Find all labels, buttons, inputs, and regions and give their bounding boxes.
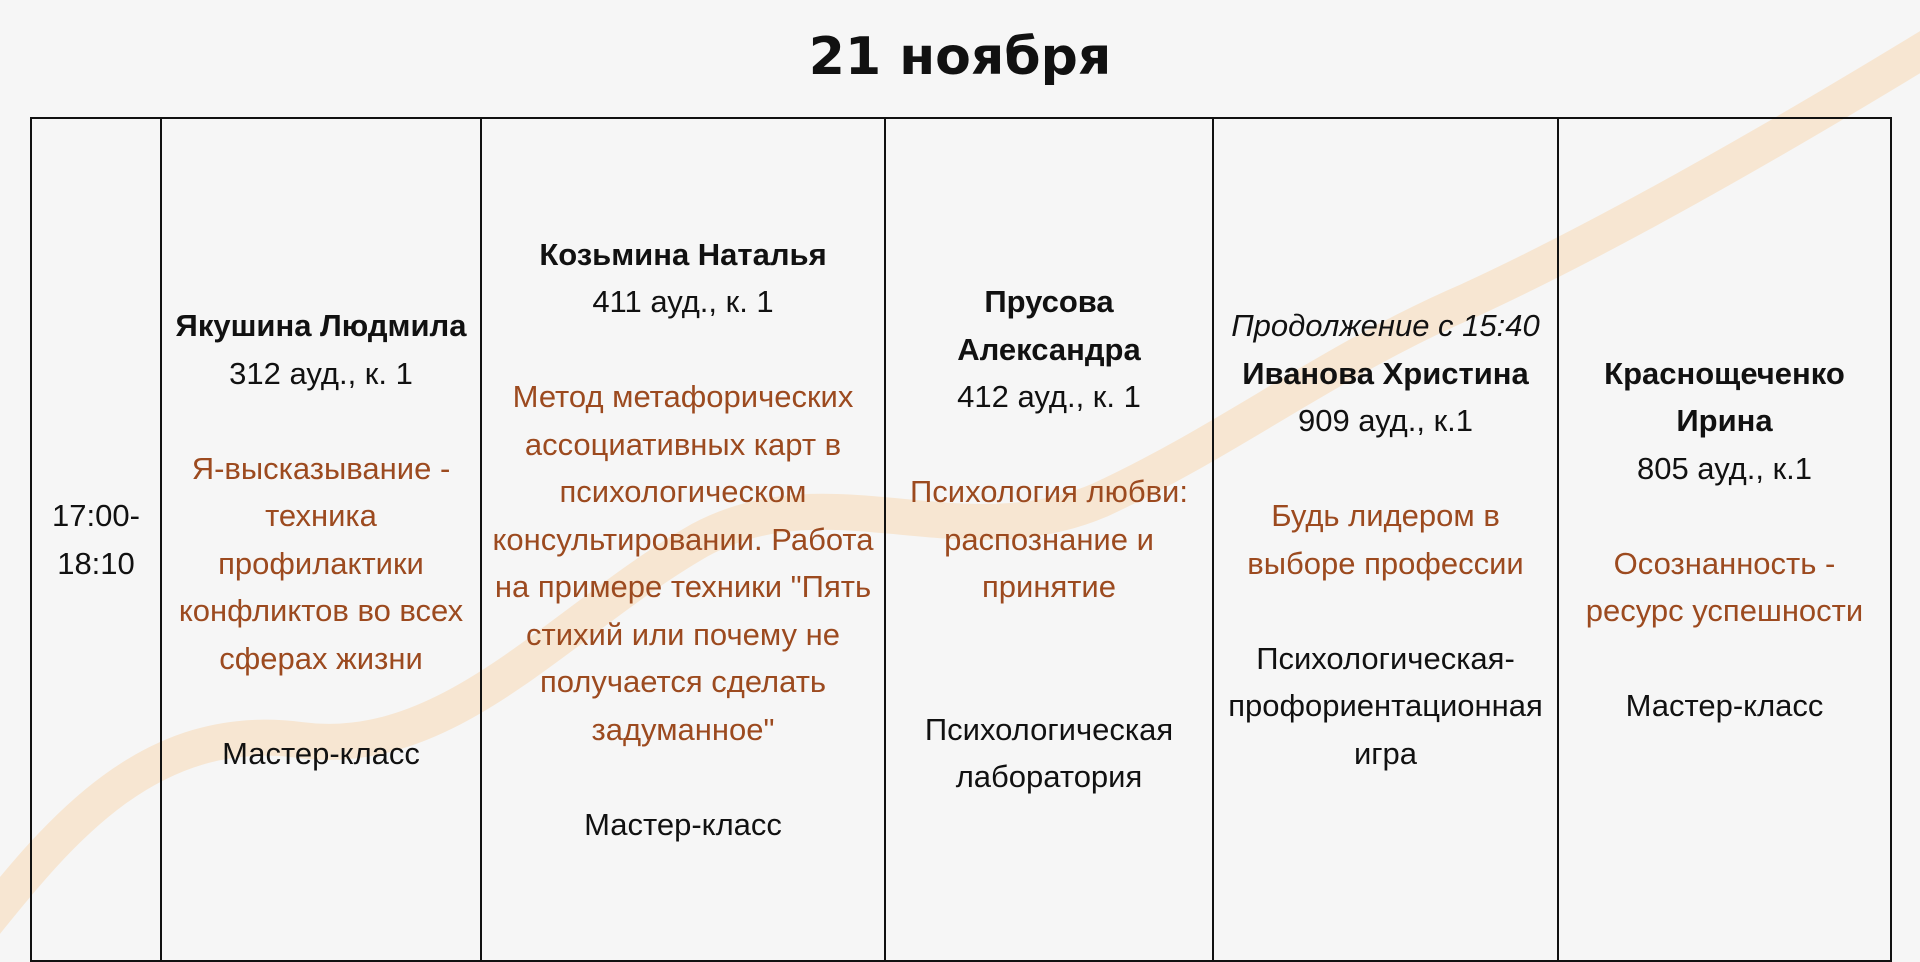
session-topic: Будь лидером в выборе профессии (1247, 498, 1524, 581)
session-cell (1213, 118, 1558, 961)
time-slot-label: 17:00-18:10 (52, 498, 140, 581)
room-label: 412 ауд., к. 1 (957, 379, 1141, 415)
session-cell (885, 118, 1213, 961)
time-slot (31, 118, 161, 961)
event-type: Психологическая-профориентационная игра (1228, 640, 1543, 771)
presenter-name: Козьмина Наталья (539, 236, 827, 272)
room-label: 909 ауд., к.1 (1297, 403, 1474, 438)
session-cell (1558, 118, 1891, 961)
schedule-table (30, 117, 1892, 962)
session-topic: Я-высказывание - техника профилактики конфликтов во всех сферах жизни (178, 450, 464, 676)
presenter-name: Иванова Христина (1242, 355, 1529, 391)
page-title: 21 ноября (808, 27, 1112, 87)
session-cell (161, 118, 481, 961)
session-topic: Метод метафорических ассоциативных карт в психологическом консультировании. Работа на примере техники "Пять стихий или почему не получается сделать задуманное" (492, 379, 874, 747)
presenter-name: Прусова Александра (957, 284, 1141, 367)
event-type: Психологическая лаборатория (924, 711, 1174, 795)
event-type: Мастер-класс (1625, 688, 1824, 723)
continuation-note: Продолжение с 15:40 (1231, 308, 1540, 343)
presenter-name: Краснощеченко Ирина (1604, 355, 1845, 438)
event-type: Мастер-класс (222, 735, 420, 771)
event-type: Мастер-класс (584, 806, 782, 842)
table-row (31, 118, 1891, 961)
room-label: 312 ауд., к. 1 (229, 355, 413, 391)
session-topic: Психология любви: распознание и принятие (909, 474, 1188, 605)
session-topic: Осознанность - ресурс успешности (1585, 545, 1864, 628)
room-label: 411 ауд., к. 1 (592, 284, 774, 320)
session-cell (481, 118, 885, 961)
room-label: 805 ауд., к.1 (1636, 450, 1813, 486)
presenter-name: Якушина Людмила (175, 308, 467, 343)
